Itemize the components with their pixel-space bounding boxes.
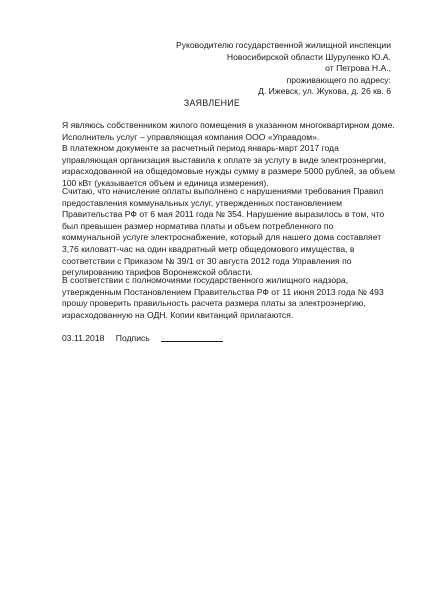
paragraph-request bbox=[62, 275, 382, 321]
document-title: ЗАЯВЛЕНИЕ bbox=[183, 98, 241, 108]
text-line: предоставления коммунальных услуг, утвержденных постановлением bbox=[62, 197, 343, 208]
addressee-block bbox=[131, 40, 391, 98]
addressee-line: Новосибирской области Шуруленко Ю.А. bbox=[226, 51, 391, 62]
sender-line: от Петрова Н.А., bbox=[325, 63, 391, 74]
signature-row bbox=[62, 333, 232, 345]
text-line: израсходованной на общедомовые нужды сумму в размере 5000 рублей, за объем bbox=[62, 166, 396, 177]
text-line: Я являюсь собственником жилого помещения в указанном многоквартирном доме. bbox=[62, 120, 395, 130]
text-line: 100 кВт (указывается объем и единица измерения). bbox=[62, 177, 269, 188]
document-date: 03.11.2018 bbox=[62, 333, 105, 343]
sender-address-line: Д. Ижевск, ул. Жукова, д. 26 кв. 6 bbox=[258, 86, 391, 97]
text-line: 3,76 киловатт-час на один квадратный метр общедомового имущества, в bbox=[62, 243, 355, 254]
text-line: управляющая организация выставила к оплате за услугу в виде электроэнергии, bbox=[62, 154, 386, 165]
text-line: был превышен размер норматива платы и объем потребленного по bbox=[62, 220, 334, 231]
addressee-line: Руководителю государственной жилищной инспекции bbox=[176, 40, 391, 50]
signature-line bbox=[161, 341, 223, 342]
text-line: израсходованную на ОДН. Копии квитанций прилагаются. bbox=[62, 309, 294, 320]
text-line: Считаю, что начисление оплаты выполнено с нарушениями требования Правил bbox=[62, 186, 384, 196]
text-line: прошу проверить правильность расчета размера платы за электроэнергию, bbox=[62, 298, 366, 309]
text-line: В соответствии с полномочиями государственного жилищного надзора, bbox=[62, 275, 349, 285]
text-line: регулированию тарифов Воронежской области. bbox=[62, 267, 253, 278]
text-line: Исполнитель услуг – управляющая компания ООО «Управдом». bbox=[62, 131, 320, 142]
text-line: В платежном документе за расчетный период январь-март 2017 года bbox=[62, 143, 339, 154]
paragraph-violation bbox=[62, 186, 385, 279]
signature-label: Подпись bbox=[115, 333, 150, 343]
text-line: утвержденным Постановлением Правительства РФ от 11 июня 2013 года № 493 bbox=[62, 286, 384, 297]
text-line: соответствии с Приказом № 39/1 от 30 августа 2012 года Управления по bbox=[62, 255, 352, 266]
text-line: Правительства РФ от 6 мая 2011 года № 354. Нарушение выразилось в том, что bbox=[62, 209, 385, 220]
text-line: коммунальной услуге электроснабжение, который для нашего дома составляет bbox=[62, 232, 382, 243]
paragraph-ownership bbox=[62, 120, 396, 190]
sender-line: проживающего по адресу: bbox=[286, 74, 391, 85]
